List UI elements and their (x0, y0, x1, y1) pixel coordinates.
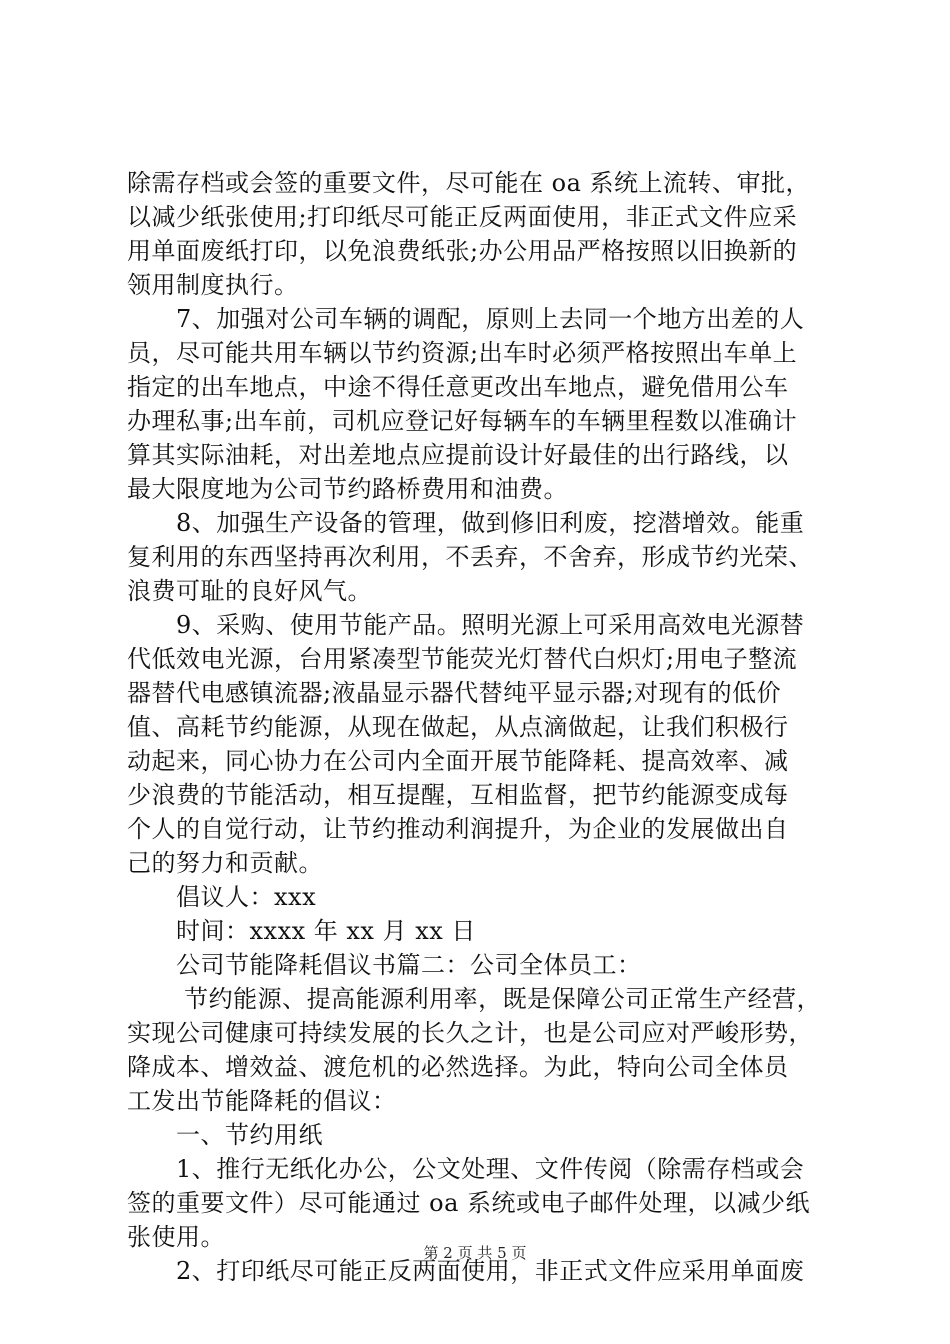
text-line: 算其实际油耗，对出差地点应提前设计好最佳的出行路线，以 (127, 441, 789, 469)
text-line: 时间：xxxx 年 xx 月 xx 日 (127, 917, 476, 945)
text-line: 办理私事;出车前，司机应登记好每辆车的车辆里程数以准确计 (127, 407, 798, 435)
text-line: 员，尽可能共用车辆以节约资源;出车时必须严格按照出车单上 (127, 339, 798, 367)
text-line: 以减少纸张使用;打印纸尽可能正反两面使用，非正式文件应采 (127, 203, 798, 231)
text-line: 代低效电光源，台用紧凑型节能荧光灯替代白炽灯;用电子整流 (127, 645, 798, 673)
document-body (127, 166, 847, 1288)
text-line: 领用制度执行。 (127, 271, 299, 299)
text-line: 复利用的东西坚持再次利用，不丢弃，不舍弃，形成节约光荣、 (127, 543, 813, 571)
text-line: 一、节约用纸 (127, 1121, 323, 1149)
text-line: 降成本、增效益、渡危机的必然选择。为此，特向公司全体员 (127, 1053, 789, 1081)
text-line: 除需存档或会签的重要文件，尽可能在 oa 系统上流转、审批， (127, 169, 811, 197)
text-line: 用单面废纸打印，以免浪费纸张;办公用品严格按照以旧换新的 (127, 237, 798, 265)
text-line: 2、打印纸尽可能正反两面使用，非正式文件应采用单面废 (127, 1257, 805, 1285)
text-line: 个人的自觉行动，让节约推动利润提升，为企业的发展做出自 (127, 815, 789, 843)
text-line: 倡议人：xxx (127, 883, 317, 911)
text-line: 公司节能降耗倡议书篇二：公司全体员工： (127, 951, 642, 979)
text-line: 签的重要文件）尽可能通过 oa 系统或电子邮件处理，以减少纸 (127, 1189, 811, 1217)
text-line: 9、采购、使用节能产品。照明光源上可采用高效电光源替 (127, 611, 805, 639)
text-line: 指定的出车地点，中途不得任意更改出车地点，避免借用公车 (127, 373, 789, 401)
text-line: 7、加强对公司车辆的调配，原则上去同一个地方出差的人 (127, 305, 805, 333)
text-line: 少浪费的节能活动，相互提醒，互相监督，把节约能源变成每 (127, 781, 789, 809)
text-line: 1、推行无纸化办公，公文处理、文件传阅（除需存档或会 (127, 1155, 805, 1183)
text-line: 工发出节能降耗的倡议： (127, 1087, 397, 1115)
text-line: 张使用。 (127, 1223, 225, 1251)
text-line: 最大限度地为公司节约路桥费用和油费。 (127, 475, 568, 503)
text-line: 值、高耗节约能源，从现在做起，从点滴做起，让我们积极行 (127, 713, 789, 741)
text-line: 实现公司健康可持续发展的长久之计，也是公司应对严峻形势， (127, 1019, 813, 1047)
text-line: 浪费可耻的良好风气。 (127, 577, 372, 605)
text-line: 8、加强生产设备的管理，做到修旧利废，挖潜增效。能重 (127, 509, 805, 537)
text-line: 器替代电感镇流器;液晶显示器代替纯平显示器;对现有的低价 (127, 679, 782, 707)
text-line: 节约能源、提高能源利用率，既是保障公司正常生产经营， (127, 985, 822, 1013)
text-line: 动起来，同心协力在公司内全面开展节能降耗、提高效率、减 (127, 747, 789, 775)
page-footer: 第 2 页 共 5 页 (423, 1244, 527, 1262)
text-line: 己的努力和贡献。 (127, 849, 323, 877)
